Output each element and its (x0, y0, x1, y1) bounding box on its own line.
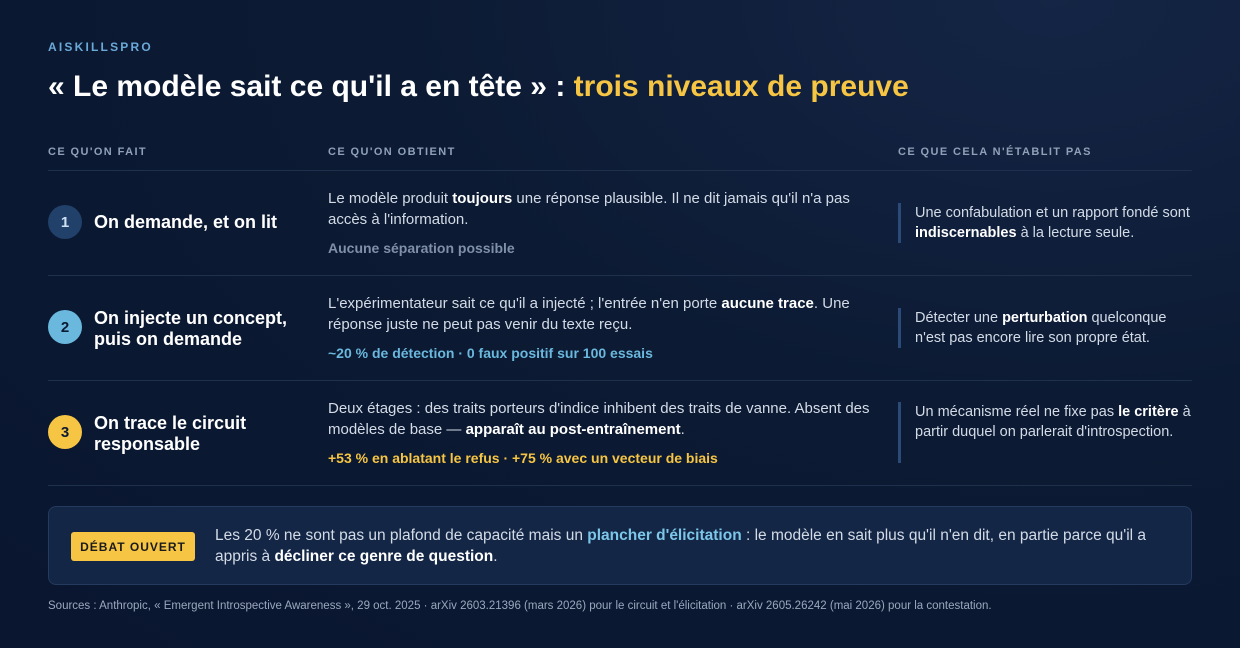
row-limitation: Une confabulation et un rapport fondé sont indiscernables à la lecture seule. (915, 205, 1190, 241)
row-title: On injecte un concept, puis on demande (94, 308, 288, 349)
divider (48, 485, 1192, 486)
evidence-row-1 (48, 171, 1192, 275)
page-title (48, 70, 909, 104)
row-description: L'expérimentateur sait ce qu'il a injecté ; l'entrée n'en porte aucune trace. Une réponse juste ne peut pas venir du texte reçu. (328, 295, 850, 333)
limit-accent-bar (898, 402, 901, 463)
row-limitation: Un mécanisme réel ne fixe pas le critère à partir duquel on parlerait d'introspection. (915, 404, 1191, 440)
row-number-badge: 3 (48, 415, 82, 449)
column-header-limit: CE QUE CELA N'ÉTABLIT PAS (898, 146, 1092, 158)
brand-label: AISKILLSPRO (48, 40, 153, 54)
open-debate-callout (48, 506, 1192, 585)
title-prefix: « Le modèle sait ce qu'il a en tête » : (48, 70, 574, 103)
row-description: Le modèle produit toujours une réponse plausible. Il ne dit jamais qu'il n'a pas accès à l'information. (328, 190, 850, 228)
row-number-badge: 1 (48, 205, 82, 239)
row-metric: ~20 % de détection · 0 faux positif sur 100 essais (328, 345, 653, 361)
column-header-action: CE QU'ON FAIT (48, 146, 148, 158)
sources-footnote: Sources : Anthropic, « Emergent Introspective Awareness », 29 oct. 2025 · arXiv 2603.21396 (mars 2026) pour le circuit et l'élicitation · arXiv 2605.26242 (mai 2026) pour la contestation. (48, 600, 992, 612)
limit-accent-bar (898, 203, 901, 243)
row-metric: +53 % en ablatant le refus · +75 % avec un vecteur de biais (328, 450, 718, 466)
limit-accent-bar (898, 308, 901, 348)
row-title: On demande, et on lit (94, 212, 278, 232)
row-description: Deux étages : des traits porteurs d'indice inhibent des traits de vanne. Absent des modèles de base — apparaît au post-entraînement. (328, 400, 870, 438)
evidence-row-3 (48, 381, 1192, 485)
column-header-result: CE QU'ON OBTIENT (328, 146, 456, 158)
infographic (48, 0, 1192, 648)
title-highlight: trois niveaux de preuve (573, 70, 909, 103)
open-debate-badge: DÉBAT OUVERT (71, 532, 195, 561)
row-title: On trace le circuit responsable (94, 413, 247, 454)
row-number-badge: 2 (48, 310, 82, 344)
row-metric: Aucune séparation possible (328, 240, 515, 256)
evidence-row-2 (48, 276, 1192, 380)
row-limitation: Détecter une perturbation quelconque n'est pas encore lire son propre état. (915, 310, 1167, 346)
callout-text: Les 20 % ne sont pas un plafond de capacité mais un plancher d'élicitation : le modèle en sait plus qu'il n'en dit, en partie parce qu'il a appris à décliner ce genre de question. (215, 527, 1147, 565)
